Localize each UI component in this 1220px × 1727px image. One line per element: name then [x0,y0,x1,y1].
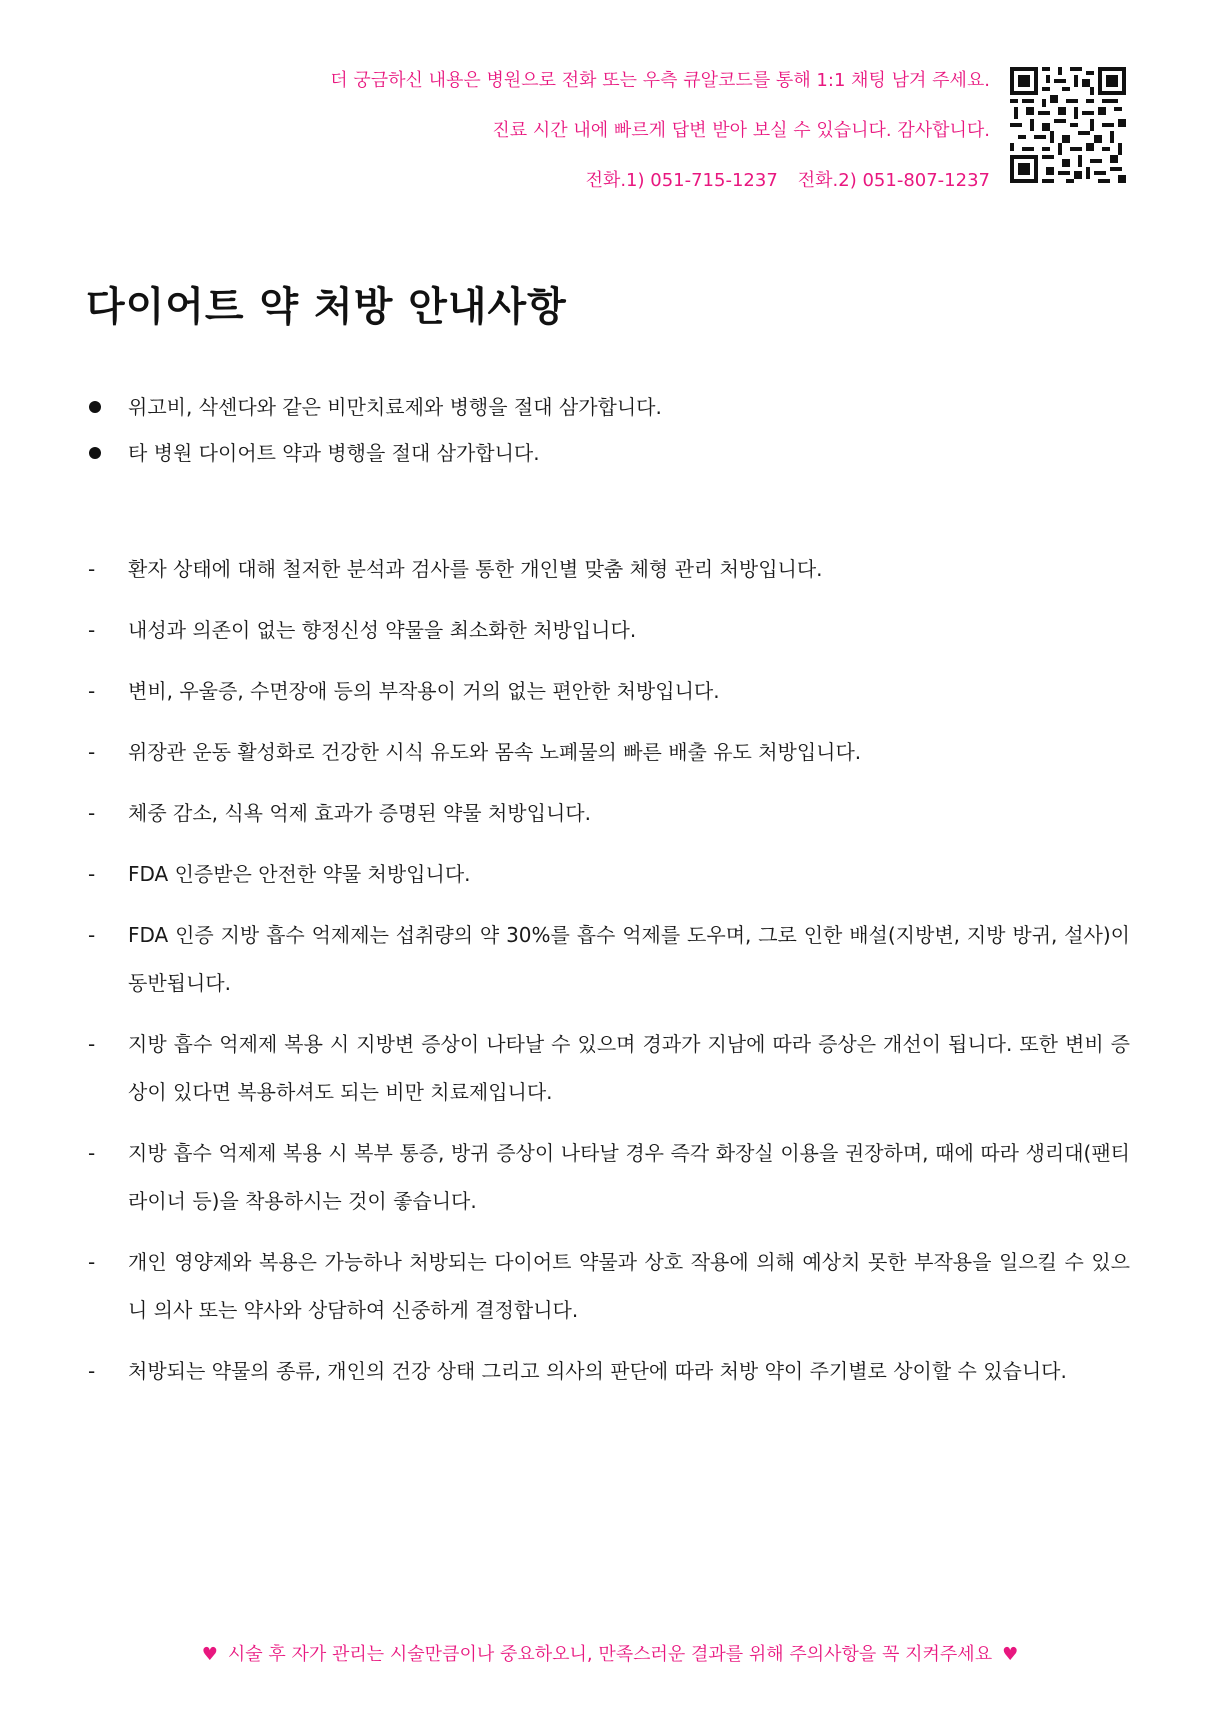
info-text: FDA 인증 지방 흡수 억제제는 섭취량의 약 30%를 흡수 억제를 도우며, 그로 인한 배설(지방변, 지방 방귀, 설사)이 동반됩니다. [128,923,1130,995]
warning-text: 타 병원 다이어트 약과 병행을 절대 삼가합니다. [128,441,540,465]
info-item [86,789,1130,837]
phone-numbers [190,164,990,197]
info-text: 지방 흡수 억제제 복용 시 지방변 증상이 나타날 수 있으며 경과가 지남에 따라 증상은 개선이 됩니다. 또한 변비 증상이 있다면 복용하셔도 되는 비만 치료제입니다. [128,1032,1130,1104]
heart-icon: ♥ [1002,1644,1019,1665]
contact-line-2: 진료 시간 내에 빠르게 답변 받아 보실 수 있습니다. 감사합니다. [492,120,990,141]
info-text: 내성과 의존이 없는 향정신성 약물을 최소화한 처방입니다. [128,618,637,642]
info-text: 환자 상태에 대해 철저한 분석과 검사를 통한 개인별 맞춤 체형 관리 처방입니다. [128,557,823,581]
bullet-dot-icon [89,447,101,459]
dash-marker: - [88,1250,96,1274]
bullet-dot-icon [89,401,101,413]
dash-marker: - [88,679,96,703]
info-text: 지방 흡수 억제제 복용 시 복부 통증, 방귀 증상이 나타날 경우 즉각 화장실 이용을 권장하며, 때에 따라 생리대(팬티라이너 등)을 착용하시는 것이 좋습니다. [128,1141,1130,1213]
contact-line-1: 더 궁금하신 내용은 병원으로 전화 또는 우측 큐알코드를 통해 1:1 채팅 남겨 주세요. [330,70,990,91]
phone-2[interactable]: 전화.2) 051-807-1237 [797,170,990,191]
info-text: 위장관 운동 활성화로 건강한 시식 유도와 몸속 노폐물의 빠른 배출 유도 처방입니다. [128,740,862,764]
warning-item [86,392,1136,422]
dash-marker: - [88,923,96,947]
footer-text: 시술 후 자가 관리는 시술만큼이나 중요하오니, 만족스러운 결과를 위해 주의사항을 꼭 지켜주세요 [227,1644,993,1665]
info-text: FDA 인증받은 안전한 약물 처방입니다. [128,862,471,886]
dash-marker: - [88,618,96,642]
dash-marker: - [88,557,96,581]
info-item [86,1238,1130,1334]
dash-marker: - [88,1359,96,1383]
info-item [86,545,1130,593]
page-title: 다이어트 약 처방 안내사항 [86,284,567,330]
info-text: 변비, 우울증, 수면장애 등의 부작용이 거의 없는 편안한 처방입니다. [128,679,720,703]
info-item [86,1347,1130,1395]
info-item [86,850,1130,898]
dash-marker: - [88,801,96,825]
info-item [86,606,1130,654]
qr-code-icon[interactable] [1010,67,1126,183]
contact-info [190,64,990,214]
warning-list [86,392,1136,484]
dash-marker: - [88,1141,96,1165]
info-item [86,667,1130,715]
dash-marker: - [88,1032,96,1056]
warning-item [86,438,1136,468]
dash-marker: - [88,740,96,764]
info-item [86,728,1130,776]
phone-1[interactable]: 전화.1) 051-715-1237 [585,170,778,191]
info-list [86,545,1130,1408]
footer-note [0,1640,1220,1666]
info-item [86,1020,1130,1116]
info-text: 체중 감소, 식욕 억제 효과가 증명된 약물 처방입니다. [128,801,591,825]
dash-marker: - [88,862,96,886]
warning-text: 위고비, 삭센다와 같은 비만치료제와 병행을 절대 삼가합니다. [128,395,662,419]
info-item [86,1129,1130,1225]
heart-icon: ♥ [201,1644,218,1665]
info-text: 처방되는 약물의 종류, 개인의 건강 상태 그리고 의사의 판단에 따라 처방 약이 주기별로 상이할 수 있습니다. [128,1359,1067,1383]
info-item [86,911,1130,1007]
info-text: 개인 영양제와 복용은 가능하나 처방되는 다이어트 약물과 상호 작용에 의해 예상치 못한 부작용을 일으킬 수 있으니 의사 또는 약사와 상담하여 신중하게 결정합니다. [128,1250,1130,1322]
